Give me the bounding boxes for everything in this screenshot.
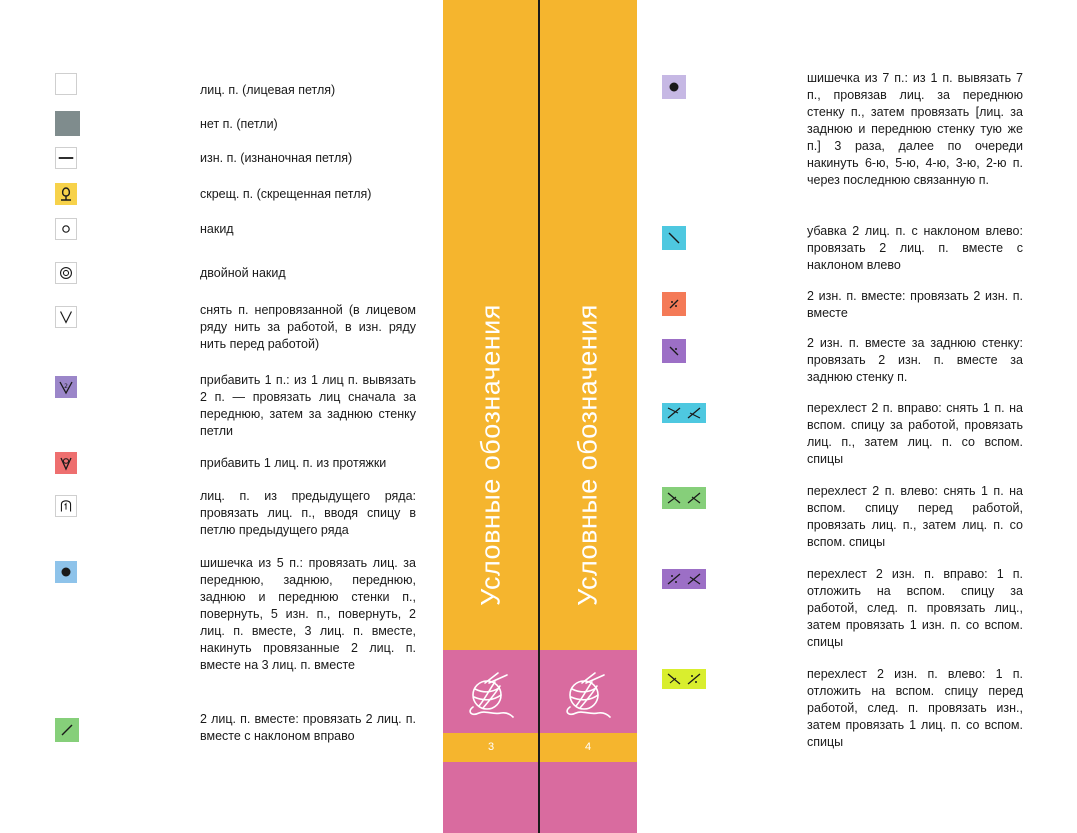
p2tog-icon xyxy=(662,292,686,316)
legend-text: нет п. (петли) xyxy=(200,117,278,131)
increase-one-to-two-icon xyxy=(55,376,77,398)
k2tog-right-icon xyxy=(55,718,79,742)
legend-text: шишечка из 5 п.: провязать лиц. за переднюю, заднюю, переднюю, заднюю и переднюю стенки п., повернуть, 5 изн. п., повернуть, 2 лиц. п. вместе, 3 лиц. п. вместе, накинуть провязанные 2 лиц. п. вместе на 3 лиц. п. вместе xyxy=(200,556,416,672)
spine-divider xyxy=(538,0,540,833)
legend-text: шишечка из 7 п.: из 1 п. вывязать 7 п., провязав лиц. за переднюю стенку п., затем провязать [лиц. за заднюю и переднюю стенку тую же п.] 3 раза, далее по очереди накинуть 6-ю, 5-ю, 4-ю, 3-ю, 2-ю п. через последнюю связанную п. xyxy=(807,71,1023,187)
left-page xyxy=(0,0,443,833)
spine-title: Условные обозначения xyxy=(572,304,603,606)
double-yarn-over-icon xyxy=(55,262,77,284)
ssk-left-icon xyxy=(662,226,686,250)
stitch-from-row-below-icon xyxy=(55,495,77,517)
cross-left-icon xyxy=(662,487,706,509)
legend-text: 2 изн. п. вместе за заднюю стенку: провязать 2 изн. п. вместе за заднюю стенку п. xyxy=(807,336,1023,384)
right-page xyxy=(637,0,1077,833)
page-number: 3 xyxy=(487,741,495,753)
slip-stitch-icon xyxy=(55,306,77,328)
purl-stitch-icon xyxy=(55,147,77,169)
legend-text: лиц. п. (лицевая петля) xyxy=(200,83,336,97)
legend-text: 2 лиц. п. вместе: провязать 2 лиц. п. вместе с наклоном вправо xyxy=(200,712,416,743)
svg-text:2: 2 xyxy=(64,383,68,390)
legend-text: 2 изн. п. вместе: провязать 2 изн. п. вместе xyxy=(807,289,1023,320)
legend-text: прибавить 1 лиц. п. из протяжки xyxy=(200,456,387,470)
legend-text: перехлест 2 изн. п. влево: 1 п. отложить на вспом. спицу перед работой, след. п. провязать изн., затем провязать 1 лиц. п. со вспом. спицы xyxy=(807,667,1023,749)
legend-text: перехлест 2 п. вправо: снять 1 п. на вспом. спицу за работой, провязать лиц. п., затем лиц. п. со вспом. спицы xyxy=(807,401,1023,466)
legend-text: двойной накид xyxy=(200,266,286,280)
legend-text: накид xyxy=(200,222,234,236)
page-number: 4 xyxy=(584,741,592,753)
knit-stitch-icon xyxy=(55,73,77,95)
legend-text: лиц. п. из предыдущего ряда: провязать лиц. п., вводя спицу в петлю предыдущего ряда xyxy=(200,489,416,537)
legend-text: перехлест 2 изн. п. вправо: 1 п. отложить на вспом. спицу за работой, след. п. провязать лиц., затем провязать 1 изн. п. со вспом. спицы xyxy=(807,567,1023,649)
spine-right xyxy=(539,0,637,833)
bobble-seven-icon xyxy=(662,75,686,99)
legend-text: скрещ. п. (скрещенная петля) xyxy=(200,187,372,201)
purl-cross-right-icon xyxy=(662,569,706,589)
spine-title: Условные обозначения xyxy=(475,304,506,606)
legend-text: прибавить 1 п.: из 1 лиц п. вывязать 2 п. — провязать лиц сначала за переднюю, затем за заднюю стенку петли xyxy=(200,373,416,438)
no-stitch-icon xyxy=(55,111,80,136)
increase-from-strand-icon xyxy=(55,452,77,474)
spine-left xyxy=(443,0,539,833)
legend-text: убавка 2 лиц. п. с наклоном влево: провязать 2 лиц. п. вместе с наклоном влево xyxy=(807,224,1023,272)
purl-cross-left-icon xyxy=(662,669,706,689)
p2tog-back-loop-icon xyxy=(662,339,686,363)
twisted-stitch-icon xyxy=(55,183,77,205)
legend-text: перехлест 2 п. влево: снять 1 п. на вспом. спицу перед работой, провязать лиц. п., затем лиц. п. со вспом. спицы xyxy=(807,484,1023,549)
legend-text: снять п. непровязанной (в лицевом ряду нить за работой, в изн. ряду нить перед работой) xyxy=(200,303,416,351)
yarn-ball-icon xyxy=(560,671,616,719)
yarn-ball-icon xyxy=(463,671,519,719)
yarn-over-icon xyxy=(55,218,77,240)
bobble-five-icon xyxy=(55,561,77,583)
cross-right-icon xyxy=(662,403,706,423)
legend-text: изн. п. (изнаночная петля) xyxy=(200,151,353,165)
